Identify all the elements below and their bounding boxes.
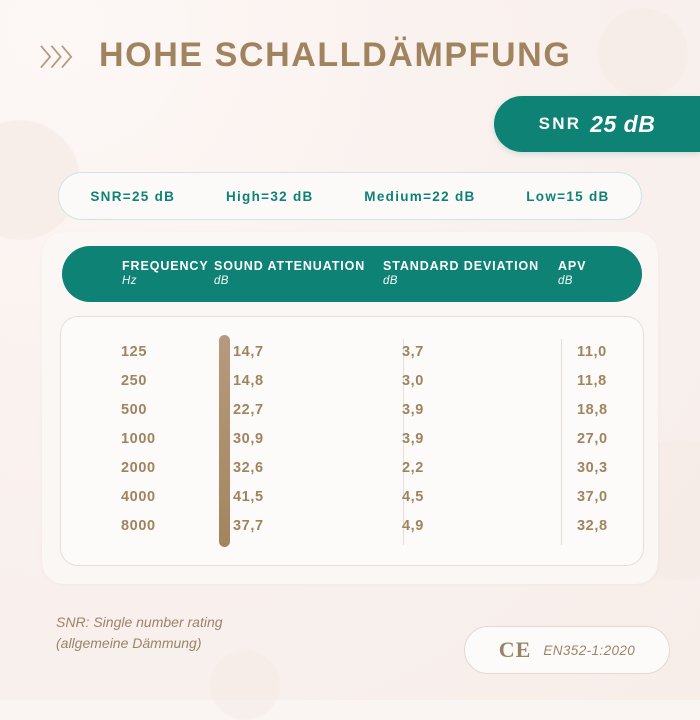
snr-badge <box>494 96 700 152</box>
summary-item-snr: SNR=25 dB <box>90 188 176 204</box>
snr-badge-value: 25 dB <box>590 110 656 137</box>
decorative-blob <box>598 8 688 98</box>
table-header-sound-attenuation: SOUND ATTENUATION dB <box>214 259 366 287</box>
table-row: 4000 41,5 4,5 37,0 <box>121 488 608 505</box>
header <box>40 36 571 75</box>
ce-mark-icon: CE <box>498 637 532 662</box>
decorative-blob <box>210 650 280 720</box>
table-row: 1000 30,9 3,9 27,0 <box>121 430 608 447</box>
table-row: 250 14,8 3,0 11,8 <box>121 372 607 389</box>
table-row: 500 22,7 3,9 18,8 <box>121 401 608 418</box>
table-header-standard-deviation: STANDARD DEVIATION dB <box>383 259 540 287</box>
attenuation-card <box>42 232 658 584</box>
page-title: HOHE SCHALLDÄMPFUNG <box>99 36 572 74</box>
summary-item-medium: Medium=22 dB <box>364 188 476 204</box>
footnote-line-2: (allgemeine Dämmung) <box>56 635 202 651</box>
table-row: 8000 37,7 4,9 32,8 <box>121 517 608 534</box>
table-header-apv: APV dB <box>558 259 587 287</box>
summary-item-low: Low=15 dB <box>526 188 610 204</box>
table-row: 2000 32,6 2,2 30,3 <box>121 459 608 476</box>
certification-badge <box>464 626 670 674</box>
table-rows <box>61 337 643 540</box>
summary-item-high: High=32 dB <box>225 188 314 204</box>
certification-standard: EN352-1:2020 <box>543 642 636 658</box>
table-header <box>62 246 642 302</box>
snr-badge-label: SNR <box>538 114 582 133</box>
footnote <box>56 612 223 654</box>
summary-pill <box>58 172 642 220</box>
chevrons-icon: 〉〉〉 <box>40 44 83 70</box>
footnote-line-1: SNR: Single number rating <box>56 614 223 630</box>
table-row: 125 14,7 3,7 11,0 <box>121 343 607 360</box>
table-body <box>60 316 644 566</box>
table-header-frequency: FREQUENCY Hz <box>122 259 209 287</box>
